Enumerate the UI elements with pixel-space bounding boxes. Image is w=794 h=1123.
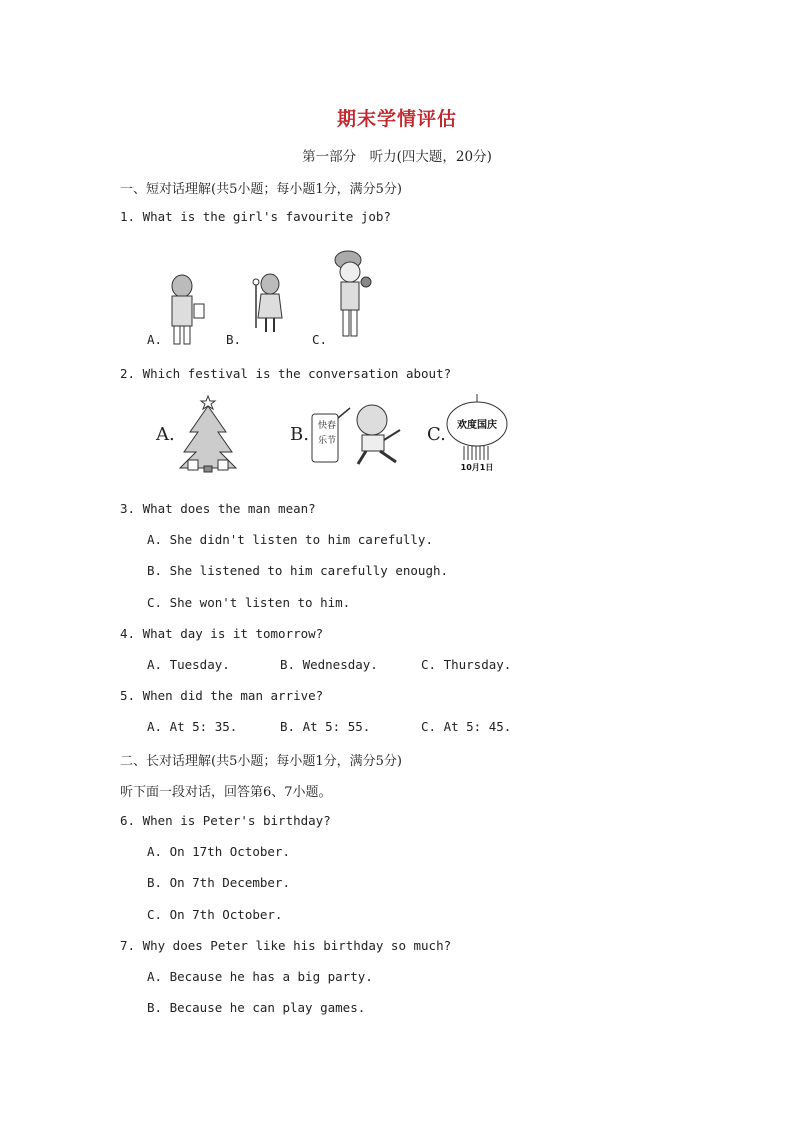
q7-option-a: A. Because he has a big party. bbox=[147, 969, 373, 984]
q2-option-a-label: A. bbox=[156, 424, 175, 445]
q2-option-b-label: B. bbox=[290, 424, 309, 445]
q2-b-sign-char-2: 春 bbox=[327, 421, 337, 431]
q3-text: 3. What does the man mean? bbox=[120, 501, 316, 516]
q1-option-c-label: C. bbox=[312, 332, 328, 347]
q2-c-lantern-text: 欢度国庆 bbox=[457, 420, 497, 431]
q2-option-c-image bbox=[444, 392, 510, 474]
q5-option-b: B. At 5: 55. bbox=[280, 719, 371, 734]
q3-option-c: C. She won't listen to him. bbox=[147, 595, 351, 610]
q1-option-b-image bbox=[240, 270, 288, 336]
q1-option-b-label: B. bbox=[226, 332, 242, 347]
q4-text: 4. What day is it tomorrow? bbox=[120, 626, 324, 641]
q1-option-a-image bbox=[160, 270, 212, 346]
q5-option-a: A. At 5: 35. bbox=[147, 719, 238, 734]
q2-option-a-image bbox=[176, 392, 240, 474]
q3-option-a: A. She didn't listen to him carefully. bbox=[147, 532, 433, 547]
q2-b-sign-char-1: 快 bbox=[318, 421, 328, 431]
page-subtitle: 第一部分 听力(四大题，20分) bbox=[302, 149, 492, 165]
page-title: 期末学情评估 bbox=[336, 108, 457, 130]
q2-c-date-text: 10月1日 bbox=[460, 463, 494, 472]
q6-text: 6. When is Peter's birthday? bbox=[120, 813, 331, 828]
section1-heading: 一、短对话理解(共5小题；每小题1分，满分5分) bbox=[120, 182, 402, 197]
q4-option-a: A. Tuesday. bbox=[147, 657, 230, 672]
q1-text: 1. What is the girl's favourite job? bbox=[120, 209, 391, 224]
q4-option-c: C. Thursday. bbox=[421, 657, 512, 672]
q5-option-c: C. At 5: 45. bbox=[421, 719, 512, 734]
q6-option-b: B. On 7th December. bbox=[147, 875, 290, 890]
q2-b-sign-char-4: 节 bbox=[327, 436, 337, 446]
q6-option-c: C. On 7th October. bbox=[147, 907, 283, 922]
q4-option-b: B. Wednesday. bbox=[280, 657, 378, 672]
section2-instruction: 听下面一段对话，回答第6、7小题。 bbox=[120, 785, 332, 800]
q3-option-b: B. She listened to him carefully enough. bbox=[147, 563, 449, 578]
q6-option-a: A. On 17th October. bbox=[147, 844, 290, 859]
q2-text: 2. Which festival is the conversation about? bbox=[120, 366, 452, 381]
q1-option-a-label: A. bbox=[147, 332, 163, 347]
q7-text: 7. Why does Peter like his birthday so much? bbox=[120, 938, 452, 953]
q2-b-sign-char-3: 乐 bbox=[318, 436, 328, 446]
q5-text: 5. When did the man arrive? bbox=[120, 688, 324, 703]
section2-heading: 二、长对话理解(共5小题；每小题1分，满分5分) bbox=[120, 754, 402, 769]
q2-option-b-image bbox=[308, 398, 408, 468]
q1-option-c-image bbox=[328, 242, 376, 340]
q7-option-b: B. Because he can play games. bbox=[147, 1000, 366, 1015]
q2-option-c-label: C. bbox=[427, 424, 446, 445]
